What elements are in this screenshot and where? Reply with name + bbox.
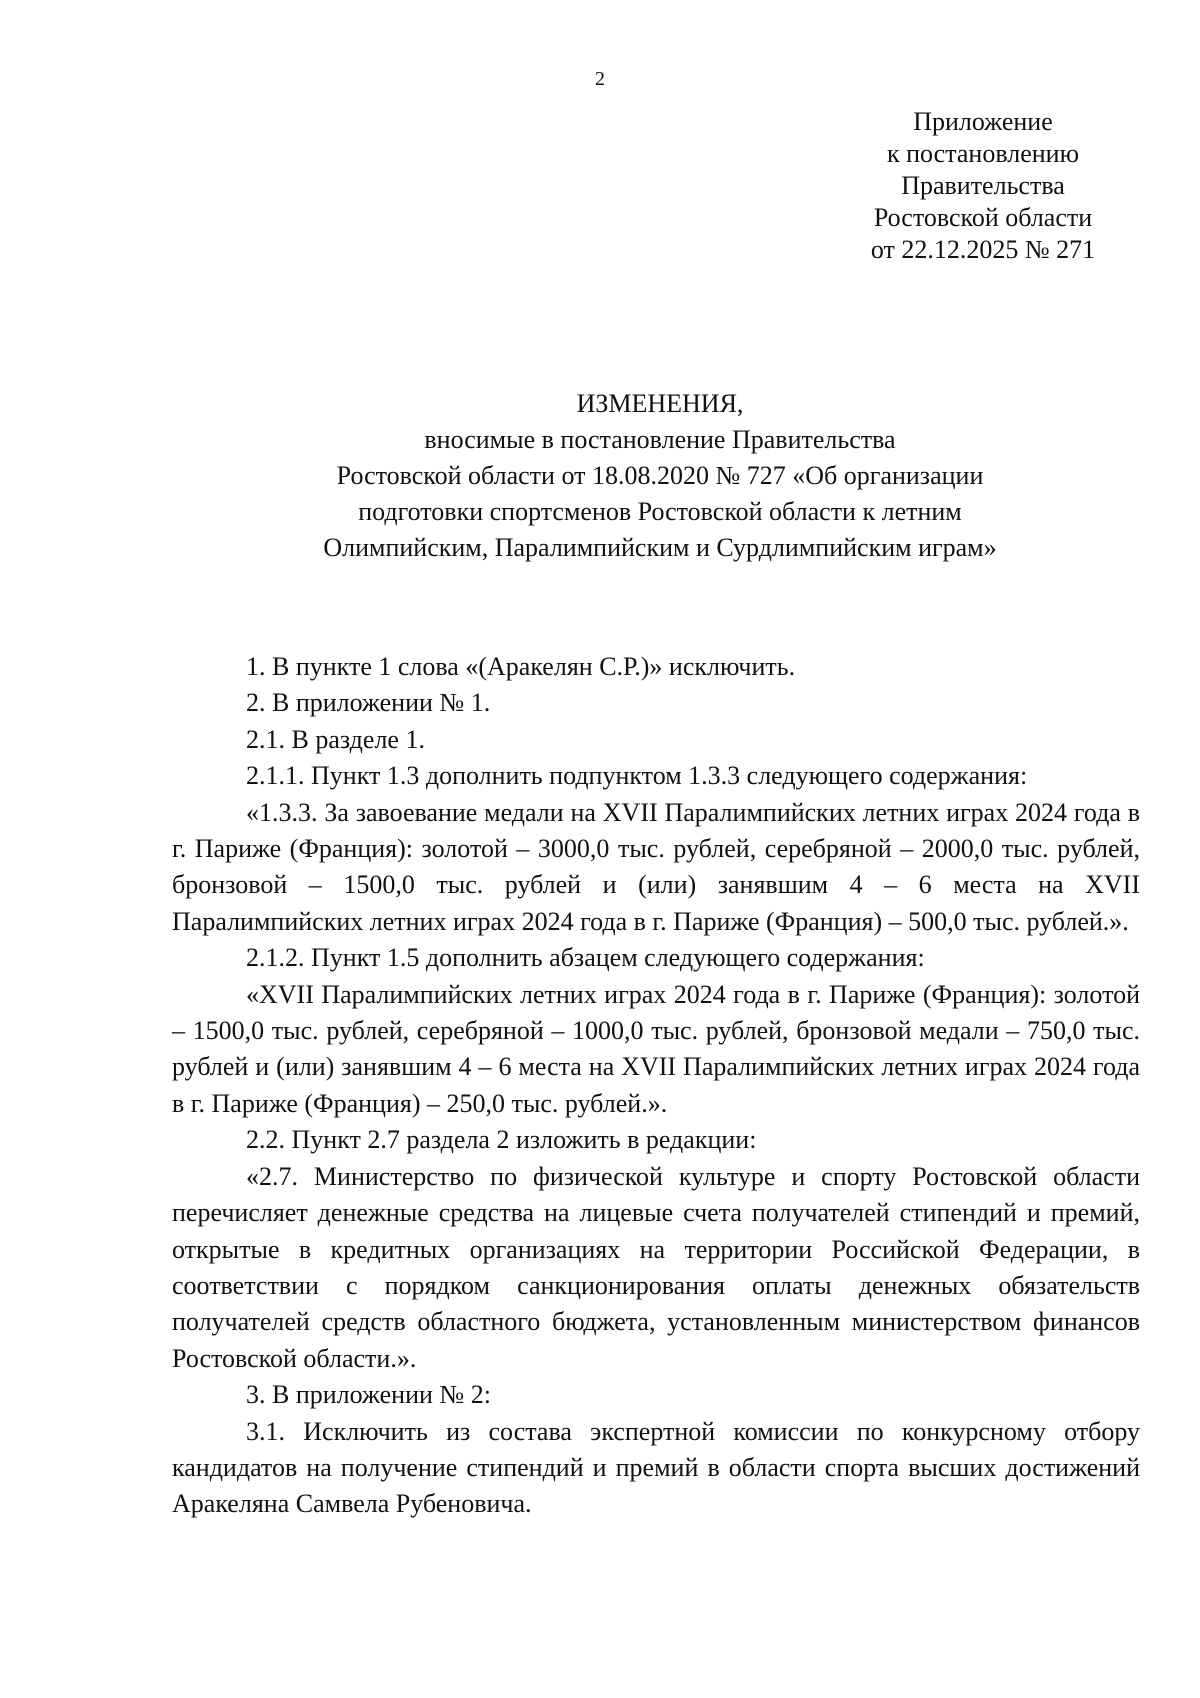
paragraph-quote-1-3-3: «1.3.3. За завоевание медали на XVII Паралимпийских летних играх 2024 года в г. Париже (Франция): золотой – 3000,0 тыс. рублей, серебряной – 2000,0 тыс. рублей, бронзовой – 1500,0 тыс. рублей и (или) занявшим 4 – 6 места на XVII Паралимпийских летних играх 2024 года в г. Париже (Франция) – 500,0 тыс. рублей.». xyxy=(172,797,1140,936)
paragraph-item-2-1-1: 2.1.1. Пункт 1.3 дополнить подпунктом 1.3.3 следующего содержания: xyxy=(246,761,1028,791)
paragraph-item-3: 3. В приложении № 2: xyxy=(246,1380,491,1410)
paragraph-quote-2-7: «2.7. Министерство по физической культуре и спорту Ростовской области перечисляет денежные средства на лицевые счета получателей стипендий и премий, открытые в кредитных организациях на территории Российской Федерации, в соответствии с порядком санкционирования оплаты денежных обязательств получателей средств областного бюджета, установленным министерством финансов Ростовской области.». xyxy=(172,1161,1140,1373)
paragraph-item-2-1-2: 2.1.2. Пункт 1.5 дополнить абзацем следующего содержания: xyxy=(246,943,925,973)
title-heading: ИЗМЕНЕНИЯ, xyxy=(576,389,744,418)
paragraph-item-1: 1. В пункте 1 слова «(Аракелян С.Р.)» исключить. xyxy=(246,652,796,681)
appendix-line: Правительства xyxy=(901,171,1065,200)
appendix-date-number: от 22.12.2025 № 271 xyxy=(870,235,1096,264)
appendix-line: Ростовской области xyxy=(873,203,1093,232)
title-line: Олимпийским, Паралимпийским и Сурдлимпийским играм» xyxy=(323,533,997,562)
appendix-line: Приложение xyxy=(913,107,1053,136)
title-line: вносимые в постановление Правительства xyxy=(424,425,896,454)
document-title xyxy=(250,386,1070,566)
title-line: подготовки спортсменов Ростовской области к летним xyxy=(358,497,962,526)
paragraph-item-2-2: 2.2. Пункт 2.7 раздела 2 изложить в редакции: xyxy=(246,1125,757,1155)
paragraph-item-2: 2. В приложении № 1. xyxy=(246,688,491,718)
page-number: 2 xyxy=(595,68,605,90)
document-body xyxy=(172,649,1140,1523)
paragraph-item-2-1: 2.1. В разделе 1. xyxy=(246,724,425,754)
appendix-line: к постановлению xyxy=(886,139,1080,168)
paragraph-item-3-1: 3.1. Исключить из состава экспертной комиссии по конкурсному отбору кандидатов на получение стипендий и премий в области спорта высших достижений Аракеляна Самвела Рубеновича. xyxy=(172,1416,1140,1519)
paragraph-quote-1-5: «XVII Паралимпийских летних играх 2024 года в г. Париже (Франция): золотой – 1500,0 тыс. рублей, серебряной – 1000,0 тыс. рублей, бронзовой медали – 750,0 тыс. рублей и (или) занявшим 4 – 6 места на XVII Паралимпийских летних играх 2024 года в г. Париже (Франция) – 250,0 тыс. рублей.». xyxy=(172,979,1140,1118)
appendix-reference-block xyxy=(830,106,1136,266)
title-line: Ростовской области от 18.08.2020 № 727 «Об организации xyxy=(336,461,984,490)
